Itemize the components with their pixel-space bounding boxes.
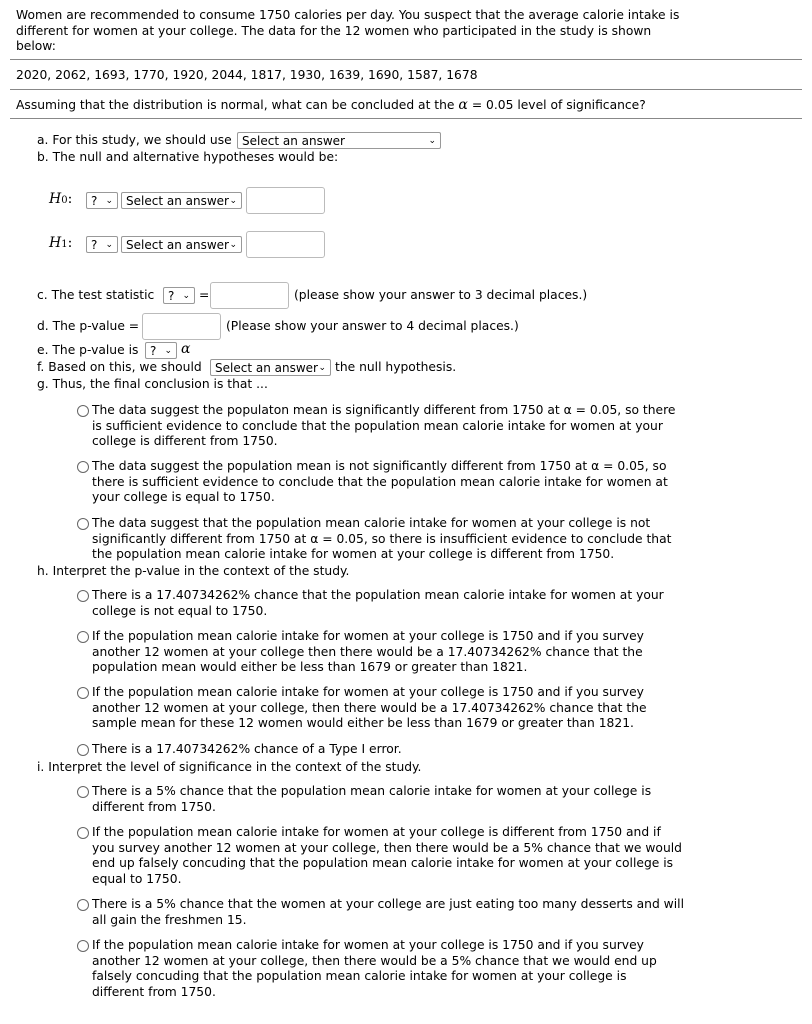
part-f-label: f. Based on this, we should: [37, 360, 202, 374]
data-values: 2020, 2062, 1693, 1770, 1920, 2044, 1817, 1930, 1639, 1690, 1587, 1678: [16, 68, 478, 82]
radio-h-3[interactable]: [77, 687, 89, 699]
p-value-input[interactable]: [142, 313, 221, 340]
option-i-1: There is a 5% chance that the population mean calorie intake for women at your college is different from 1750.: [92, 784, 652, 814]
test-statistic-input[interactable]: [210, 282, 289, 309]
option-i-3: There is a 5% chance that the women at your college are just eating too many desserts and will all gain the freshmen 15.: [92, 897, 684, 927]
h0-value-input[interactable]: [246, 187, 325, 214]
radio-i-3[interactable]: [77, 899, 89, 911]
part-g-label: g. Thus, the final conclusion is that ...: [37, 377, 268, 391]
part-f-post: the null hypothesis.: [335, 360, 457, 374]
option-g-3: The data suggest that the population mean calorie intake for women at your college is not significantly different from 1750 at α = 0.05, so there is insufficient evidence to conclude that the population mean calorie intake for women at your college is different from 1750.: [92, 516, 672, 561]
part-b-label: b. The null and alternative hypotheses would be:: [37, 150, 339, 164]
h1-symbol: H1:: [49, 235, 73, 251]
option-h-4: There is a 17.40734262% chance of a Type I error.: [92, 742, 402, 756]
radio-g-1[interactable]: [77, 405, 89, 417]
equals-sign: =: [199, 288, 210, 302]
option-h-2: If the population mean calorie intake for women at your college is 1750 and if you survey another 12 women at your college then there would be a 17.40734262% chance that the population mean would either be less than 1679 or greater than 1821.: [92, 629, 644, 674]
radio-h-2[interactable]: [77, 631, 89, 643]
part-c-note: (please show your answer to 3 decimal places.): [294, 288, 588, 302]
part-h-label: h. Interpret the p-value in the context of the study.: [37, 564, 350, 578]
h1-value-input[interactable]: [246, 231, 325, 258]
problem-text: Women are recommended to consume 1750 calories per day. You suspect that the average calorie intake is different for women at your college. The data for the 12 women who participated in the study is shown below:: [16, 8, 680, 53]
test-statistic-select[interactable]: ? ⌄: [163, 287, 195, 304]
p-value-comparison-select[interactable]: ? ⌄: [145, 342, 177, 359]
chevron-down-icon: ⌄: [428, 136, 436, 146]
chevron-down-icon: ⌄: [105, 240, 113, 250]
chevron-down-icon: ⌄: [105, 196, 113, 206]
option-g-2: The data suggest the population mean is not significantly different from 1750 at α = 0.05, so there is sufficient evidence to conclude that the population mean calorie intake for women at your college is equal to 1750.: [92, 459, 668, 504]
h1-parameter-select[interactable]: ? ⌄: [86, 236, 118, 253]
h1-operator-select[interactable]: Select an answer ⌄: [121, 236, 242, 253]
part-i-label: i. Interpret the level of significance in the context of the study.: [37, 760, 422, 774]
radio-h-4[interactable]: [77, 744, 89, 756]
chevron-down-icon: ⌄: [229, 240, 237, 250]
h0-parameter-select[interactable]: ? ⌄: [86, 192, 118, 209]
radio-g-2[interactable]: [77, 461, 89, 473]
radio-i-4[interactable]: [77, 940, 89, 952]
question-text: Assuming that the distribution is normal, what can be concluded at the α = 0.05 level of significance?: [16, 97, 646, 113]
test-type-select[interactable]: Select an answer ⌄: [237, 132, 441, 149]
alpha-symbol: α: [181, 341, 191, 357]
option-h-3: If the population mean calorie intake for women at your college is 1750 and if you survey another 12 women at your college, then there would be a 17.40734262% chance that the sample mean for these 12 women would either be less than 1679 or greater than 1821.: [92, 685, 647, 730]
chevron-down-icon: ⌄: [229, 196, 237, 206]
option-g-1: The data suggest the populaton mean is significantly different from 1750 at α = 0.05, so there is sufficient evidence to conclude that the population mean calorie intake for women at your college is different from 1750.: [92, 403, 676, 448]
option-i-2: If the population mean calorie intake for women at your college is different from 1750 and if you survey another 12 women at your college, then there would be a 5% chance that we would end up falsely concuding that the population mean calorie intake for women at your college is equal to 1750.: [92, 825, 682, 886]
part-d-note: (Please show your answer to 4 decimal places.): [226, 319, 519, 333]
divider: [10, 59, 802, 60]
chevron-down-icon: ⌄: [182, 291, 190, 301]
h0-operator-select[interactable]: Select an answer ⌄: [121, 192, 242, 209]
decision-select[interactable]: Select an answer ⌄: [210, 359, 331, 376]
option-h-1: There is a 17.40734262% chance that the population mean calorie intake for women at your college is not equal to 1750.: [92, 588, 664, 618]
part-a-label: a. For this study, we should use: [37, 133, 232, 147]
part-e-label: e. The p-value is: [37, 343, 139, 357]
h0-symbol: H0:: [49, 191, 73, 207]
part-d-label: d. The p-value =: [37, 319, 140, 333]
divider: [10, 118, 802, 119]
chevron-down-icon: ⌄: [164, 346, 172, 356]
part-c-label: c. The test statistic: [37, 288, 155, 302]
radio-h-1[interactable]: [77, 590, 89, 602]
radio-g-3[interactable]: [77, 518, 89, 530]
radio-i-1[interactable]: [77, 786, 89, 798]
divider: [10, 89, 802, 90]
chevron-down-icon: ⌄: [318, 363, 326, 373]
radio-i-2[interactable]: [77, 827, 89, 839]
option-i-4: If the population mean calorie intake for women at your college is 1750 and if you survey another 12 women at your college, then there would be a 5% chance that we would end up falsely concuding that the population mean calorie intake for women at your college is different from 1750.: [92, 938, 657, 999]
